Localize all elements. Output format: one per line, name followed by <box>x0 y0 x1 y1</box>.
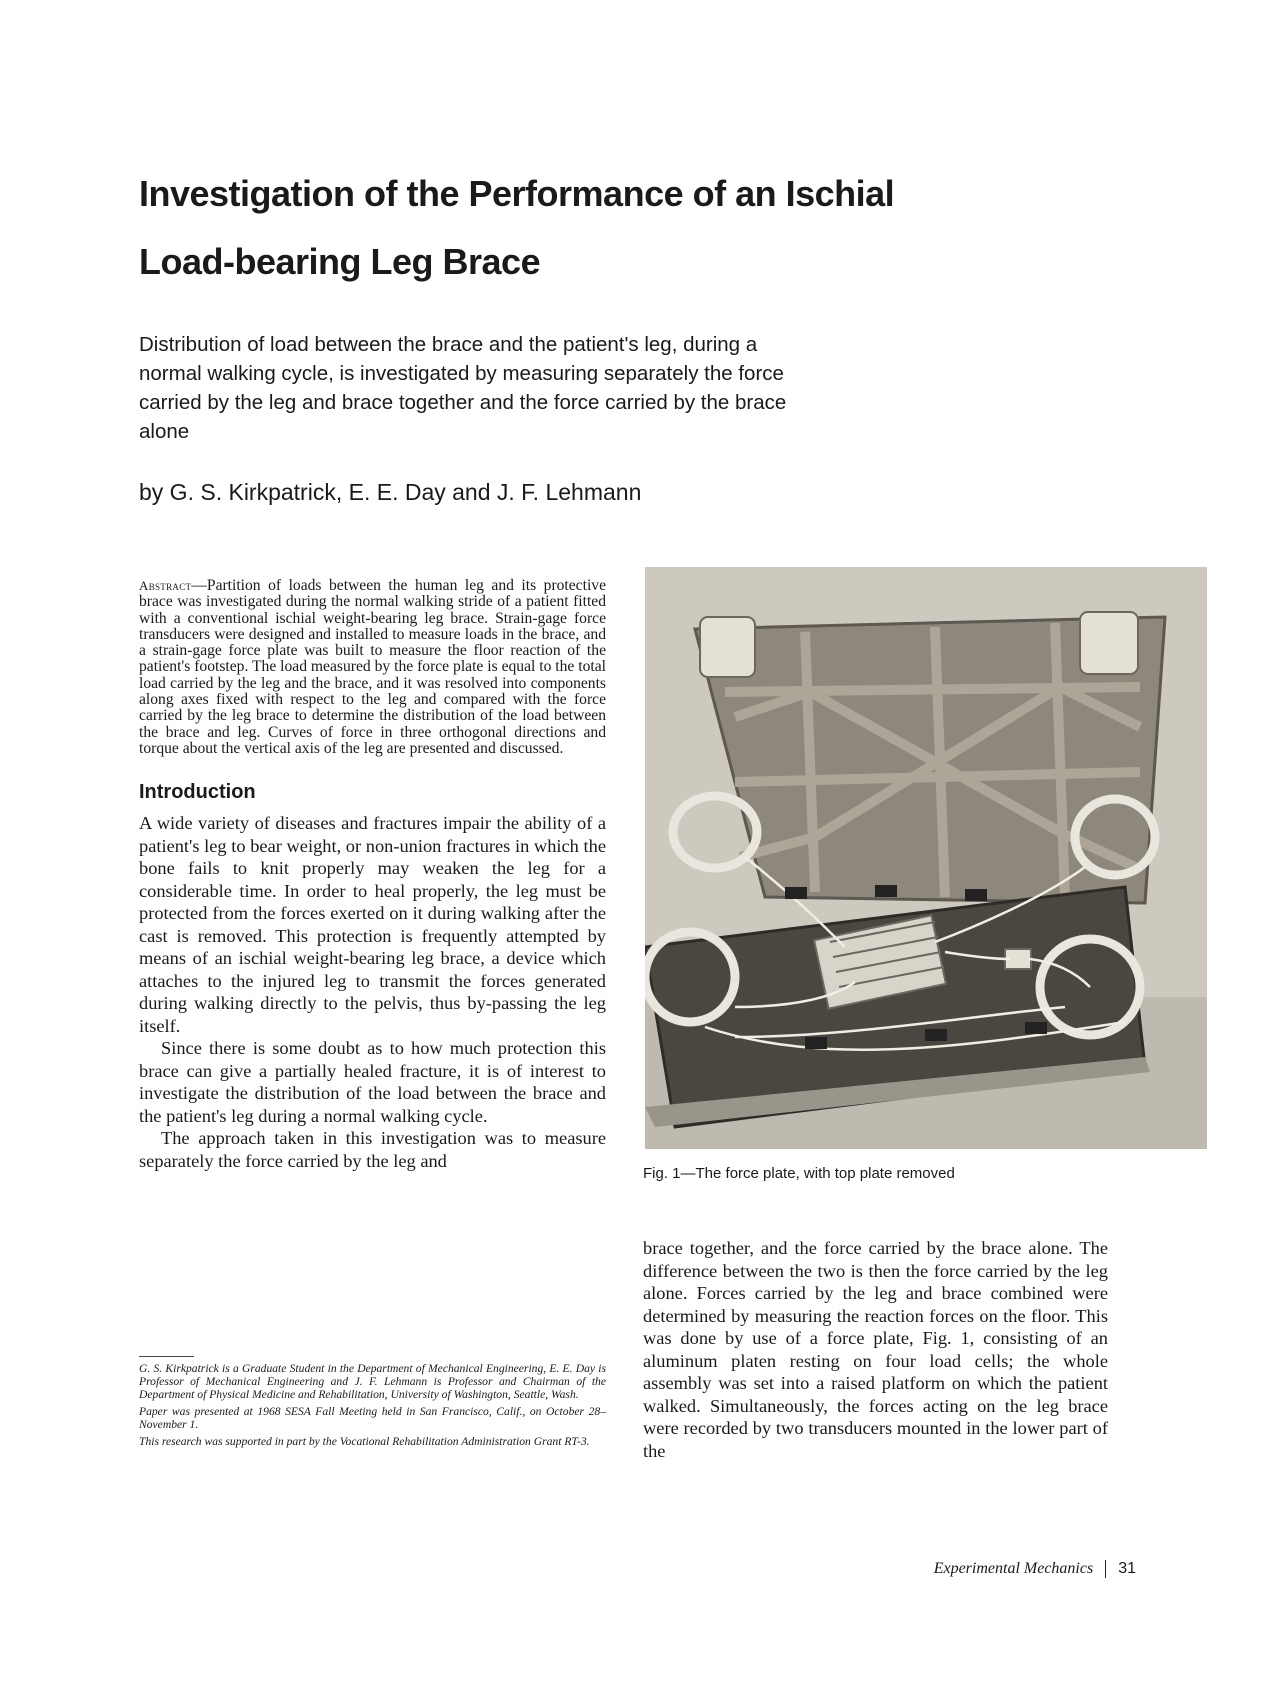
title-line-2: Load-bearing Leg Brace <box>139 241 541 282</box>
page-footer <box>934 1560 1136 1578</box>
corner-clamp-top-left <box>700 617 755 677</box>
title-line-1: Investigation of the Performance of an Ischial <box>139 173 895 214</box>
introduction-heading: Introduction <box>139 781 256 804</box>
footnote-presentation: Paper was presented at 1968 SESA Fall Meeting held in San Francisco, Calif., on October 28–November 1. <box>139 1405 606 1431</box>
figure-1-photo <box>645 567 1207 1149</box>
right-column <box>643 1237 1108 1462</box>
corner-clamp-top-right <box>1080 612 1138 674</box>
abstract-text: —Partition of loads between the human leg and its protective brace was investigated during the normal walking stride of a patient fitted with a conventional ischial weight-bearing leg brace. Strain-gage force transducers were designed and installed to measure loads in the brace, and a strain-gage force plate was built to measure the floor reaction of the patient's footstep. The load measured by the force plate is equal to the total load carried by the leg and the brace, and it was resolved into components along axes fixed with respect to the leg and compared with the force carried by the leg brace to determine the distribution of the load between the brace and leg. Curves of force in three orthogonal directions and torque about the vertical axis of the leg are presented and discussed. <box>139 577 606 757</box>
intro-paragraph-1: A wide variety of diseases and fractures impair the ability of a patient's leg to bear weight, or non-union fractures in which the bone fails to knit properly may weaken the leg for a considerable time. In order to heal properly, the leg must be protected from the forces exerted on it during walking after the cast is removed. This protection is frequently attempted by means of an ischial weight-bearing leg brace, a device which attaches to the injured leg to transmit the forces generated during walking directly to the pelvis, thus by-passing the leg itself. <box>139 813 606 1036</box>
footnote-rule <box>139 1356 194 1357</box>
footnotes <box>139 1362 606 1452</box>
journal-name: Experimental Mechanics <box>933 1560 1094 1577</box>
article-subtitle: Distribution of load between the brace and the patient's leg, during a normal walking cycle, is investigated by measuring separately the force carried by the leg and brace together and the force carried by the brace alone <box>139 333 787 443</box>
abstract-lead: Abstract <box>139 578 192 593</box>
page-number: 31 <box>1118 1560 1136 1577</box>
article-authors: by G. S. Kirkpatrick, E. E. Day and J. F. Lehmann <box>139 479 642 505</box>
force-plate-illustration <box>645 567 1207 1149</box>
intro-paragraph-2: Since there is some doubt as to how much protection this brace can give a partially healed fracture, it is of interest to investigate the distribution of the load between the brace and the patient's leg during a normal walking cycle. <box>139 1038 606 1126</box>
left-column <box>139 578 606 1172</box>
footnote-affiliations: G. S. Kirkpatrick is a Graduate Student in the Department of Mechanical Engineering, E. E. Day is Professor of Mechanical Engineering and J. F. Lehmann is Professor and Chairman of the Department of Physical Medicine and Rehabilitation, University of Washington, Seattle, Wash. <box>139 1362 606 1401</box>
figure-1-caption: Fig. 1—The force plate, with top plate removed <box>643 1165 955 1182</box>
footnote-funding: This research was supported in part by the Vocational Rehabilitation Administration Grant RT-3. <box>139 1435 590 1448</box>
right-column-paragraph: brace together, and the force carried by the brace alone. The difference between the two is then the force carried by the leg alone. Forces carried by the leg and brace combined were determined by measuring the reaction forces on the floor. This was done by use of a force plate, Fig. 1, consisting of an aluminum platen resting on four load cells; the whole assembly was set into a raised platform on which the patient walked. Simultaneously, the forces acting on the leg brace were recorded by two transducers mounted in the lower part of the <box>643 1238 1108 1461</box>
abstract <box>139 578 606 757</box>
intro-paragraph-3: The approach taken in this investigation was to measure separately the force carried by the leg and <box>139 1128 606 1171</box>
article-title <box>139 160 999 296</box>
footer-separator <box>1105 1560 1106 1578</box>
